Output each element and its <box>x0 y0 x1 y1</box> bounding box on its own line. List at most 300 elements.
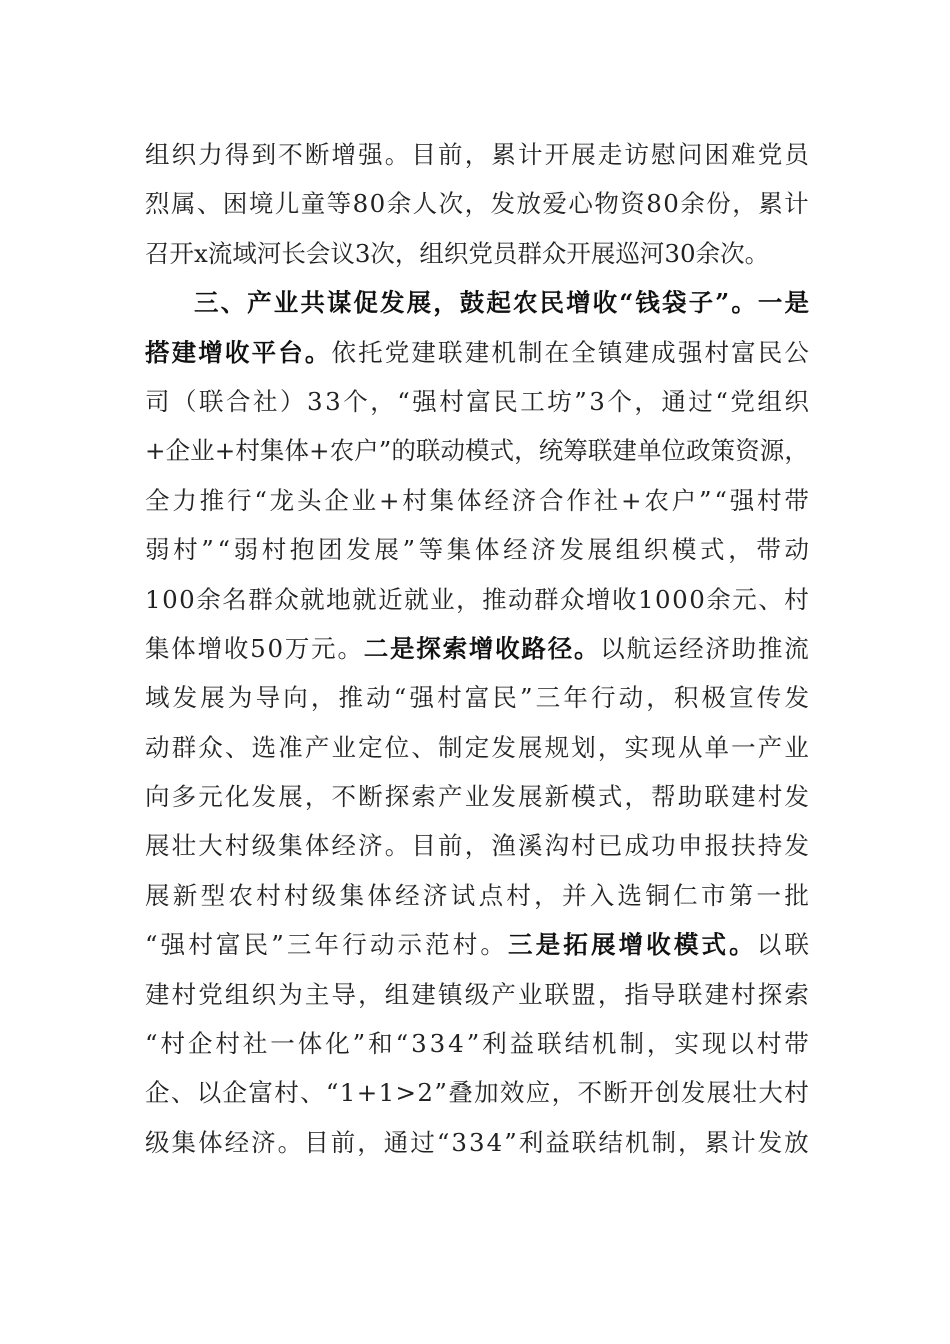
text-char: 经 <box>331 831 356 861</box>
text-char: 导 <box>255 683 281 713</box>
text-char: 织 <box>784 386 809 416</box>
text-char: 0 <box>689 584 705 614</box>
text-char: 抱 <box>289 535 315 565</box>
text-char: 制 <box>438 732 463 762</box>
text-line <box>145 525 809 574</box>
text-char: 建 <box>464 337 490 367</box>
bold-text-char: 袋 <box>662 288 687 318</box>
text-char: 就 <box>300 584 325 614</box>
text-char: 民 <box>757 337 783 367</box>
text-char: 筹 <box>563 436 588 466</box>
text-char: 属 <box>170 189 196 219</box>
text-char: 村 <box>784 584 809 614</box>
text-char: 员 <box>784 140 809 169</box>
text-char: 机 <box>624 1127 650 1157</box>
text-char: 就 <box>352 584 377 614</box>
text-char: 召 <box>145 238 170 268</box>
text-char: ， <box>646 683 671 713</box>
text-char: 群 <box>171 732 197 762</box>
text-char: 展 <box>145 831 170 861</box>
text-char: 展 <box>200 683 225 713</box>
text-char: 党 <box>730 386 755 416</box>
text-char: 余 <box>680 189 705 219</box>
text-char: 通 <box>661 386 686 416</box>
text-char: “ <box>714 485 727 515</box>
text-char: ” <box>402 535 415 565</box>
bold-text-char: 式 <box>701 930 727 960</box>
text-char: 集 <box>429 485 455 515</box>
text-line <box>145 624 809 673</box>
text-char: 点 <box>478 880 504 910</box>
text-char: 规 <box>544 732 570 762</box>
text-char: 主 <box>304 979 330 1009</box>
text-char: 织 <box>443 238 469 268</box>
text-char: 农 <box>329 436 355 466</box>
text-char: 建 <box>411 337 436 367</box>
text-line <box>145 970 809 1019</box>
text-char: 模 <box>465 436 490 466</box>
text-char: 名 <box>222 584 247 614</box>
text-char: 组 <box>419 238 444 268</box>
text-char: 业 <box>784 732 809 762</box>
text-line <box>145 328 809 377</box>
bold-text-char: 起 <box>486 288 511 318</box>
text-char: “ <box>145 1029 158 1059</box>
text-char: 计 <box>784 189 809 219</box>
text-char: 发 <box>680 1078 706 1108</box>
text-char: 型 <box>200 880 226 910</box>
text-char: 托 <box>358 337 383 367</box>
text-line <box>145 871 809 920</box>
text-char: 村 <box>402 485 427 515</box>
text-char: 难 <box>731 140 756 169</box>
text-char: 制 <box>517 337 543 367</box>
text-char: 党 <box>468 238 493 268</box>
text-char: 定 <box>464 732 490 762</box>
text-char: 余 <box>695 238 721 268</box>
text-char: 从 <box>677 732 703 762</box>
text-char: 织 <box>643 535 669 565</box>
text-char: 业 <box>351 485 377 515</box>
text-char: 元 <box>732 584 757 614</box>
text-char: 展 <box>706 1078 732 1108</box>
text-char: 1 <box>339 1078 356 1108</box>
text-char: 式 <box>597 782 623 812</box>
text-char: 企 <box>222 1078 248 1108</box>
text-char: 8 <box>646 189 662 219</box>
text-line <box>145 130 809 179</box>
text-char: 发 <box>491 732 516 762</box>
text-char: 增 <box>331 140 356 169</box>
text-char: 社 <box>593 485 619 515</box>
text-char: 行 <box>342 930 367 960</box>
bold-text-char: 台 <box>278 337 303 367</box>
text-char: 年 <box>314 930 340 960</box>
text-char: 联 <box>199 386 224 416</box>
text-char: 作 <box>566 485 591 515</box>
text-char: 村 <box>571 831 596 861</box>
text-char: 境 <box>248 189 274 219</box>
text-char: 第 <box>728 880 754 910</box>
text-char: 儿 <box>274 189 300 219</box>
text-char: 村 <box>283 880 309 910</box>
text-char: ， <box>551 1078 577 1108</box>
text-char: 年 <box>563 683 588 713</box>
text-char: 现 <box>651 732 676 762</box>
text-char: 以 <box>729 1029 754 1059</box>
text-char: 余 <box>386 189 412 219</box>
text-char: 集 <box>171 1127 197 1157</box>
text-char: ， <box>456 584 481 614</box>
text-char: + <box>356 1078 378 1108</box>
text-line <box>145 1019 809 1068</box>
text-char: 三 <box>286 930 312 960</box>
text-char: 联 <box>677 979 703 1009</box>
text-char: ） <box>280 386 305 416</box>
text-char: ” <box>201 535 214 565</box>
bold-text-char: 促 <box>353 288 378 318</box>
text-char: ， <box>732 189 757 219</box>
text-char: 利 <box>518 1127 544 1157</box>
bold-text-char: 二 <box>363 633 389 663</box>
text-char: 力 <box>172 485 197 515</box>
text-char: 济 <box>705 633 730 663</box>
text-char: 8 <box>352 189 369 219</box>
text-char: ” <box>466 1029 480 1059</box>
bold-text-char: 收 <box>224 337 250 367</box>
text-char: 范 <box>425 930 450 960</box>
text-char: 目 <box>304 1127 329 1157</box>
text-char: ， <box>624 782 650 812</box>
text-char: 选 <box>251 732 277 762</box>
text-char: 资 <box>735 436 760 466</box>
text-char: 结 <box>564 1029 590 1059</box>
text-char: 模 <box>571 782 596 812</box>
text-char: 民 <box>493 386 518 416</box>
text-char: 合 <box>226 386 251 416</box>
text-char: 动 <box>508 584 533 614</box>
text-char: 推 <box>482 584 507 614</box>
text-char: 实 <box>624 732 650 762</box>
text-char: 累 <box>704 1127 730 1157</box>
text-char: 政 <box>686 436 711 466</box>
text-char: 富 <box>248 1078 273 1108</box>
text-char: 村 <box>274 1078 299 1108</box>
text-char: 合 <box>538 485 564 515</box>
text-char: 域 <box>145 683 170 713</box>
text-char: + <box>214 436 236 466</box>
text-char: 成 <box>624 831 650 861</box>
text-char: 指 <box>624 979 650 1009</box>
text-char: 极 <box>701 683 727 713</box>
text-char: 索 <box>411 782 436 812</box>
text-char: 以 <box>196 1078 222 1108</box>
text-char: 3 <box>354 238 371 268</box>
text-char: + <box>620 485 642 515</box>
text-char: 经 <box>484 485 509 515</box>
text-char: 效 <box>499 1078 525 1108</box>
text-char: 建 <box>731 782 756 812</box>
text-line <box>145 723 809 772</box>
text-char: 织 <box>171 140 197 169</box>
bold-text-char: 收 <box>646 930 671 960</box>
text-char: 断 <box>358 782 383 812</box>
text-char: 全 <box>571 337 596 367</box>
text-char: 3 <box>325 386 341 416</box>
text-char: 展 <box>374 535 399 565</box>
text-char: 。 <box>277 1127 303 1157</box>
text-char: 单 <box>704 732 729 762</box>
text-char: 体 <box>304 831 330 861</box>
text-char: 业 <box>517 979 543 1009</box>
text-char: 累 <box>758 189 783 219</box>
text-char: 化 <box>325 1029 350 1059</box>
text-char: 4 <box>486 1127 503 1157</box>
text-char: 到 <box>251 140 277 169</box>
text-char: 济 <box>422 880 448 910</box>
text-char: 村 <box>784 1078 809 1108</box>
text-char: 联 <box>587 436 613 466</box>
text-char: 域 <box>232 238 257 268</box>
text-char: 级 <box>251 831 277 861</box>
text-char: 0 <box>672 584 688 614</box>
text-char: 得 <box>224 140 250 169</box>
text-char: 众 <box>274 584 299 614</box>
text-char: ， <box>394 238 420 268</box>
text-char: 向 <box>283 683 308 713</box>
text-char: 户 <box>354 436 379 466</box>
bold-text-char: 共 <box>300 288 325 318</box>
text-char: ， <box>646 1029 672 1059</box>
text-line <box>145 575 809 624</box>
text-char: 弱 <box>145 535 170 565</box>
text-char: 流 <box>207 238 233 268</box>
text-char: 业 <box>331 732 356 762</box>
text-line <box>145 1118 809 1167</box>
text-char: 村 <box>704 337 729 367</box>
bold-text-char: 增 <box>566 288 591 318</box>
text-char: 村 <box>439 386 464 416</box>
text-line <box>145 278 809 327</box>
text-char: ， <box>728 535 753 565</box>
text-char: 。 <box>480 930 505 960</box>
text-char: 村 <box>173 535 198 565</box>
text-char: 体 <box>367 880 392 910</box>
text-char: 积 <box>673 683 699 713</box>
text-char: + <box>378 485 400 515</box>
text-char: 前 <box>438 831 463 861</box>
text-char: 带 <box>784 1029 809 1059</box>
text-char: 机 <box>592 1029 617 1059</box>
bold-text-char: 探 <box>416 633 441 663</box>
text-char: 实 <box>674 1029 699 1059</box>
text-char: 推 <box>757 633 783 663</box>
bold-text-char: 拓 <box>563 930 588 960</box>
text-char: 现 <box>701 1029 727 1059</box>
text-char: 村 <box>215 1029 240 1059</box>
text-char: 加 <box>474 1078 499 1108</box>
text-char: 户 <box>671 485 697 515</box>
text-char: 0 <box>369 189 386 219</box>
bold-text-char: 子 <box>688 288 714 318</box>
text-char: 集 <box>145 633 170 663</box>
text-char: 企 <box>324 485 349 515</box>
text-char: 航 <box>626 633 652 663</box>
text-char: 批 <box>784 880 809 910</box>
text-char: 强 <box>729 485 755 515</box>
text-char: 展 <box>517 782 543 812</box>
text-char: 多 <box>171 782 197 812</box>
text-char: 向 <box>145 782 170 812</box>
text-char: 展 <box>278 782 303 812</box>
text-char: > <box>395 1078 417 1108</box>
text-line <box>145 673 809 722</box>
text-char: 村 <box>261 535 287 565</box>
text-char: ， <box>534 880 559 910</box>
text-line <box>145 821 809 870</box>
text-char: 员 <box>492 238 518 268</box>
text-char: 经 <box>503 535 528 565</box>
text-char: 动 <box>784 535 809 565</box>
text-char: 心 <box>568 189 593 219</box>
bold-text-char: 展 <box>406 288 432 318</box>
text-char: 童 <box>300 189 326 219</box>
text-char: 为 <box>227 683 253 713</box>
text-char: 等 <box>326 189 352 219</box>
text-char: 体 <box>198 1127 223 1157</box>
text-char: 强 <box>412 386 437 416</box>
text-char: 开 <box>566 238 591 268</box>
text-line <box>145 229 809 278</box>
bold-text-char: 径 <box>547 633 573 663</box>
text-char: ， <box>678 1127 703 1157</box>
text-char: 村 <box>506 880 531 910</box>
text-char: 济 <box>358 831 383 861</box>
text-char: 集 <box>446 535 472 565</box>
text-char: “ <box>217 535 230 565</box>
text-char: 产 <box>438 782 463 812</box>
text-char: 体 <box>457 485 482 515</box>
text-char: 物 <box>594 189 619 219</box>
text-char: 示 <box>397 930 422 960</box>
text-char: 全 <box>145 485 170 515</box>
text-char: 体 <box>171 633 196 663</box>
text-char: 成 <box>651 337 676 367</box>
text-char: 已 <box>597 831 623 861</box>
text-char: 3 <box>589 386 605 416</box>
bold-text-char: 路 <box>521 633 546 663</box>
text-char: + <box>145 436 166 466</box>
text-char: 强 <box>160 930 186 960</box>
text-char: 传 <box>756 683 782 713</box>
text-char: “ <box>393 683 407 713</box>
text-char: ” <box>271 930 284 960</box>
text-char: 持 <box>757 831 783 861</box>
text-char: 动 <box>440 436 465 466</box>
text-char: 带 <box>784 485 809 515</box>
bold-text-char: 三 <box>508 930 533 960</box>
text-char: 产 <box>491 979 516 1009</box>
text-char: 发 <box>172 683 198 713</box>
text-char: 建 <box>411 979 436 1009</box>
text-char: 前 <box>330 1127 356 1157</box>
text-char: 展 <box>571 140 596 169</box>
text-char: ” <box>574 386 587 416</box>
text-char: 发 <box>784 782 809 812</box>
bold-text-char: 业 <box>273 288 299 318</box>
text-char: 开 <box>629 1078 654 1108</box>
text-char: 村 <box>452 930 478 960</box>
document-body <box>145 130 809 1167</box>
text-char: （ <box>172 386 197 416</box>
text-char: 1 <box>378 1078 395 1108</box>
text-char: 工 <box>520 386 545 416</box>
text-char: 策 <box>710 436 736 466</box>
text-line <box>145 920 809 969</box>
text-char: “ <box>145 930 158 960</box>
text-char: 功 <box>651 831 676 861</box>
text-char: ， <box>370 386 395 416</box>
text-char: 3 <box>664 238 681 268</box>
text-char: 。 <box>744 238 770 268</box>
bold-text-char: 是 <box>390 633 415 663</box>
text-char: 动 <box>618 683 644 713</box>
text-char: 烈 <box>145 189 170 219</box>
text-char: 过 <box>410 1127 435 1157</box>
text-char: 坊 <box>547 386 572 416</box>
text-line <box>145 772 809 821</box>
text-char: ， <box>784 436 809 466</box>
text-char: 团 <box>318 535 343 565</box>
text-char: 化 <box>224 782 250 812</box>
text-char: 村 <box>437 683 462 713</box>
text-char: ， <box>310 683 336 713</box>
text-char: 力 <box>198 140 223 169</box>
text-char: 收 <box>611 584 637 614</box>
text-char: 次 <box>370 238 395 268</box>
text-char: 万 <box>284 633 310 663</box>
text-char: 选 <box>617 880 643 910</box>
text-line <box>145 377 809 426</box>
text-char: 体 <box>284 436 309 466</box>
text-char: 3 <box>411 1029 427 1059</box>
text-char: 河 <box>256 238 282 268</box>
bold-text-char: 收 <box>592 288 618 318</box>
text-char: 0 <box>655 584 671 614</box>
text-char: 5 <box>250 633 266 663</box>
text-char: 展 <box>145 880 170 910</box>
text-char: ， <box>514 436 539 466</box>
text-char: 联 <box>415 436 441 466</box>
text-char: 组 <box>224 979 250 1009</box>
text-char: 发 <box>491 782 516 812</box>
text-char: 结 <box>598 1127 623 1157</box>
text-char: 放 <box>516 189 541 219</box>
text-line <box>145 476 809 525</box>
text-char: 探 <box>757 979 783 1009</box>
bold-text-char: 建 <box>171 337 197 367</box>
bold-text-char: 。 <box>731 288 756 318</box>
bold-text-char: 民 <box>539 288 565 318</box>
text-char: ” <box>378 436 392 466</box>
text-char: 组 <box>384 979 410 1009</box>
text-char: 个 <box>607 386 632 416</box>
text-char: 富 <box>466 386 491 416</box>
text-char: 村 <box>756 1029 782 1059</box>
text-char: 资 <box>620 189 645 219</box>
text-char: 叠 <box>448 1078 473 1108</box>
text-char: 推 <box>338 683 363 713</box>
